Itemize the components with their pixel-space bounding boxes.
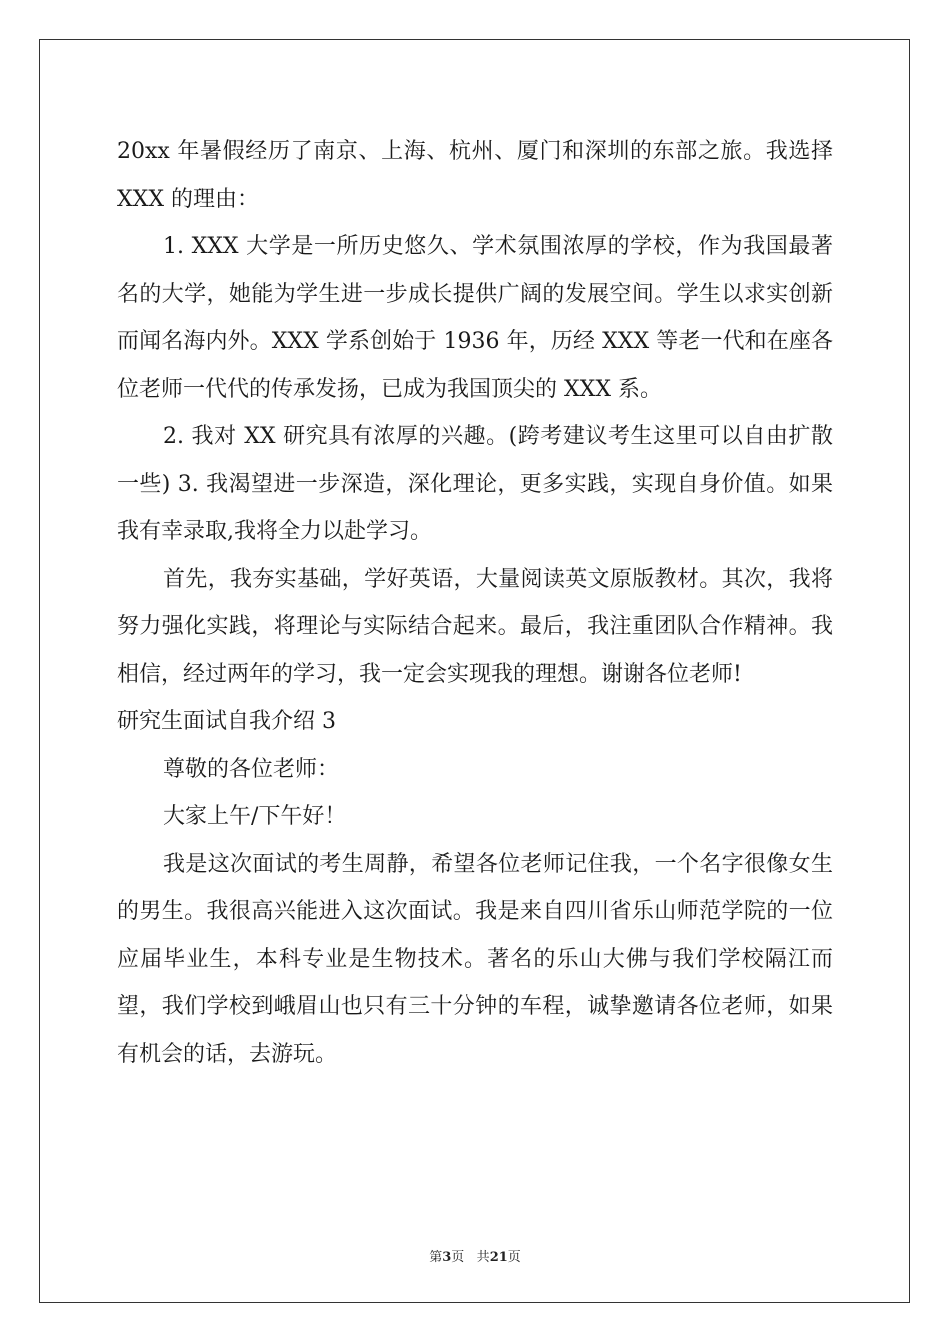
page-prefix: 第 bbox=[429, 1250, 443, 1265]
total-prefix: 共 bbox=[476, 1250, 490, 1265]
paragraph: 尊敬的各位老师： bbox=[163, 756, 340, 782]
paragraph: 首先，我夯实基础，学好英语，大量阅读英文原版教材。其次，我将努力强化实践，将理论与实际结合起来。最后，我注重团队合作精神。我相信，经过两年的学习，我一定会实现我的理想。谢谢各位老师! bbox=[117, 566, 833, 687]
page-suffix: 页 bbox=[451, 1250, 465, 1265]
paragraph: 20xx 年暑假经历了南京、上海、杭州、厦门和深圳的东部之旅。我选择 XXX 的理由： bbox=[117, 139, 833, 212]
total-suffix: 页 bbox=[507, 1250, 521, 1265]
paragraph: 我是这次面试的考生周静，希望各位老师记住我，一个名字很像女生的男生。我很高兴能进入这次面试。我是来自四川省乐山师范学院的一位应届毕业生，本科专业是生物技术。著名的乐山大佛与我们学校隔江而望，我们学校到峨眉山也只有三十分钟的车程，诚挚邀请各位老师，如果有机会的话，去游玩。 bbox=[117, 851, 833, 1067]
document-body bbox=[117, 128, 833, 1078]
paragraph: 大家上午/下午好！ bbox=[163, 804, 347, 829]
current-page-number: 3 bbox=[442, 1250, 452, 1265]
paragraph: 2. 我对 XX 研究具有浓厚的兴趣。(跨考建议考生这里可以自由扩散一些) 3. 我渴望进一步深造，深化理论，更多实践，实现自身价值。如果我有幸录取,我将全力以赴学习。 bbox=[117, 424, 833, 544]
paragraph: 1. XXX 大学是一所历史悠久、学术氛围浓厚的学校，作为我国最著名的大学，她能为学生进一步成长提供广阔的发展空间。学生以求实创新而闻名海内外。XXX 学系创始于 1936 年，历经 XXX 等老一代和在座各位老师一代代的传承发扬，已成为我国顶尖的 XXX 系。 bbox=[117, 234, 833, 402]
section-heading: 研究生面试自我介绍 3 bbox=[117, 709, 336, 734]
page-footer bbox=[0, 1246, 950, 1265]
total-pages-number: 21 bbox=[489, 1250, 508, 1265]
